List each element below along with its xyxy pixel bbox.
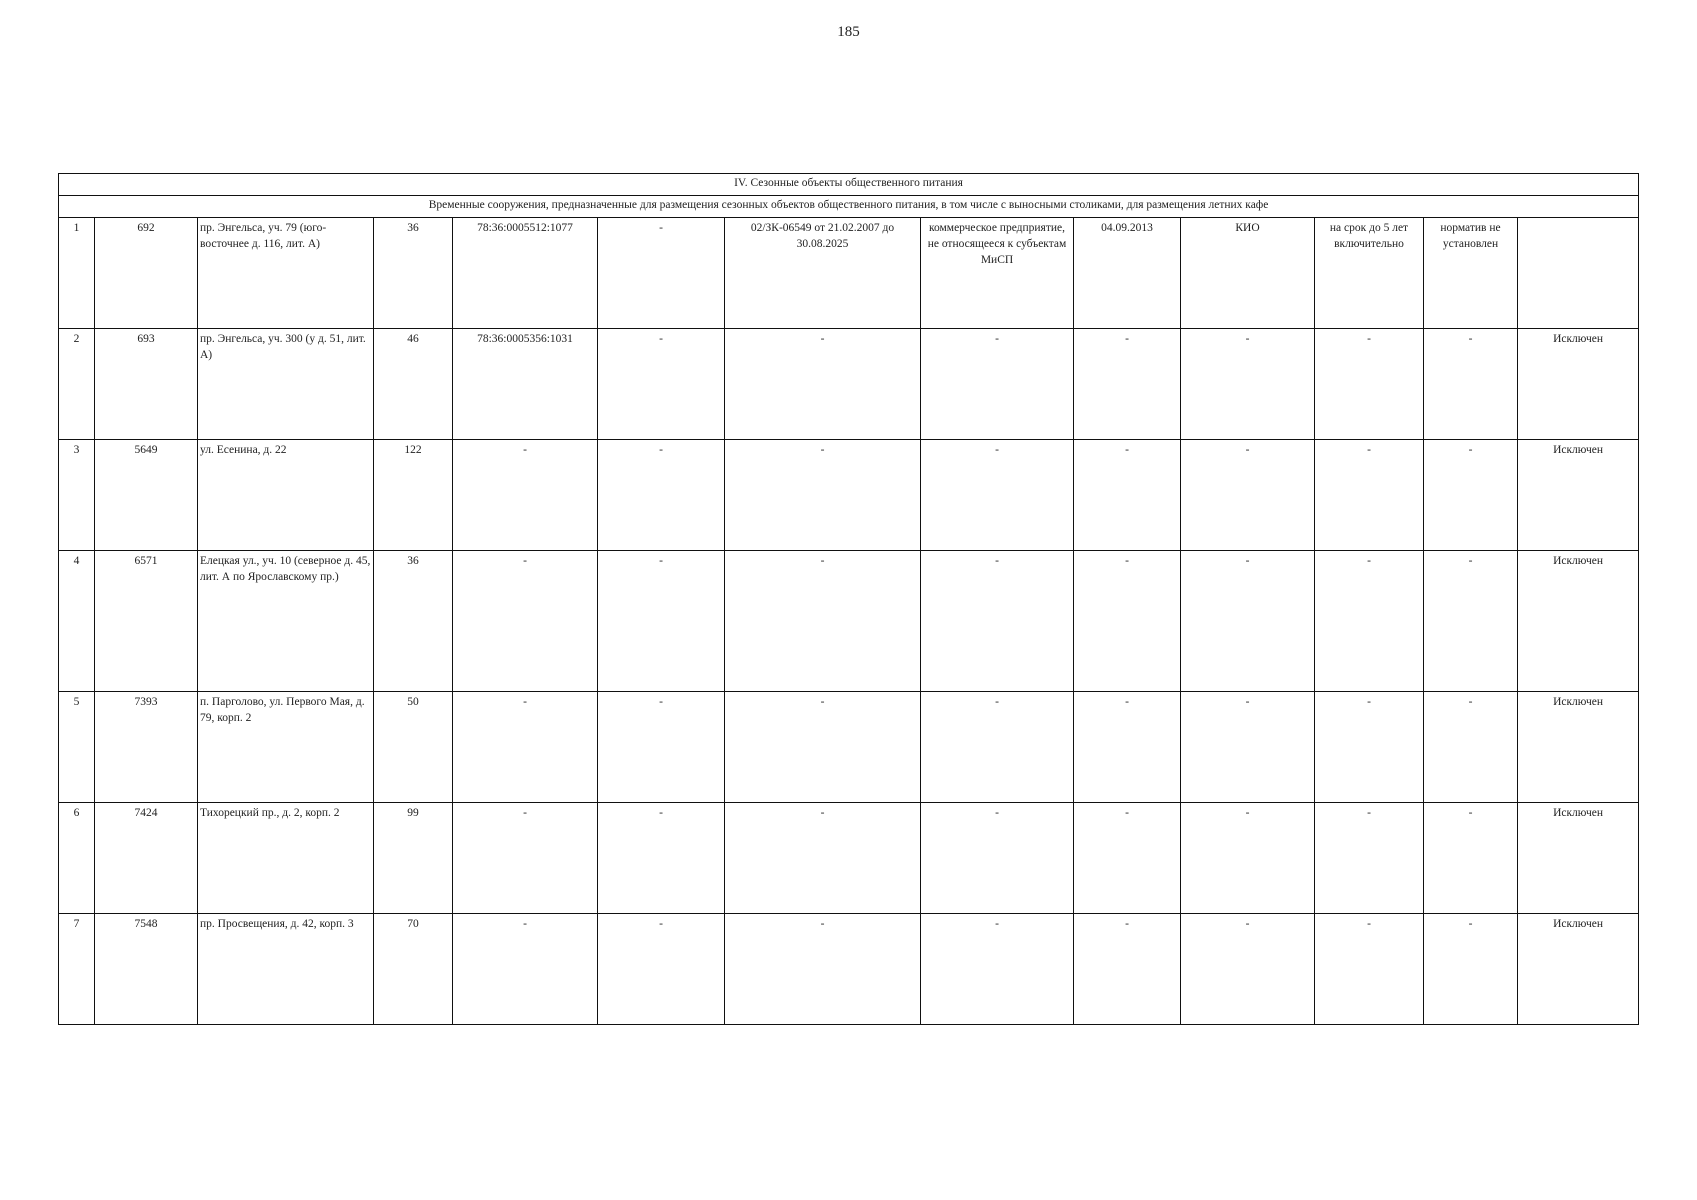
term-cell: - xyxy=(1315,329,1424,440)
object-id-cell: 5649 xyxy=(95,440,198,551)
row-number-cell: 4 xyxy=(59,551,95,692)
status-cell: Исключен xyxy=(1518,692,1639,803)
address-cell: п. Парголово, ул. Первого Мая, д. 79, корп. 2 xyxy=(198,692,374,803)
table-row xyxy=(59,440,1639,551)
norm-cell: - xyxy=(1424,551,1518,692)
contract-cell: 02/ЗК-06549 от 21.02.2007 до 30.08.2025 xyxy=(725,218,921,329)
cadastral-number-cell: 78:36:0005356:1031 xyxy=(453,329,598,440)
object-id-cell: 7393 xyxy=(95,692,198,803)
object-id-cell: 693 xyxy=(95,329,198,440)
area-cell: 99 xyxy=(374,803,453,914)
cadastral-number-cell: 78:36:0005512:1077 xyxy=(453,218,598,329)
area-cell: 46 xyxy=(374,329,453,440)
norm-cell: норматив не установлен xyxy=(1424,218,1518,329)
date-cell: - xyxy=(1074,692,1181,803)
object-id-cell: 7548 xyxy=(95,914,198,1025)
term-cell: - xyxy=(1315,803,1424,914)
area-cell: 70 xyxy=(374,914,453,1025)
term-cell: - xyxy=(1315,914,1424,1025)
row-number-cell: 2 xyxy=(59,329,95,440)
term-cell: - xyxy=(1315,551,1424,692)
date-cell: 04.09.2013 xyxy=(1074,218,1181,329)
status-cell: Исключен xyxy=(1518,914,1639,1025)
term-cell: на срок до 5 лет включительно xyxy=(1315,218,1424,329)
contract-cell: - xyxy=(725,551,921,692)
area-cell: 36 xyxy=(374,551,453,692)
address-cell: пр. Энгельса, уч. 79 (юго-восточнее д. 116, лит. А) xyxy=(198,218,374,329)
norm-cell: - xyxy=(1424,440,1518,551)
object-id-cell: 7424 xyxy=(95,803,198,914)
business-subject-cell: - xyxy=(921,803,1074,914)
date-cell: - xyxy=(1074,329,1181,440)
section-title: IV. Сезонные объекты общественного питания xyxy=(59,174,1639,196)
row-number-cell: 6 xyxy=(59,803,95,914)
object-id-cell: 6571 xyxy=(95,551,198,692)
term-cell: - xyxy=(1315,440,1424,551)
table-row xyxy=(59,218,1639,329)
business-subject-cell: - xyxy=(921,551,1074,692)
contract-cell: - xyxy=(725,914,921,1025)
business-subject-cell: коммерческое предприятие, не относящееся к субъектам МиСП xyxy=(921,218,1074,329)
date-cell: - xyxy=(1074,803,1181,914)
row-number-cell: 1 xyxy=(59,218,95,329)
table-row xyxy=(59,914,1639,1025)
status-cell: Исключен xyxy=(1518,803,1639,914)
column-6-cell: - xyxy=(598,218,725,329)
table-row xyxy=(59,329,1639,440)
column-6-cell: - xyxy=(598,914,725,1025)
business-subject-cell: - xyxy=(921,914,1074,1025)
date-cell: - xyxy=(1074,440,1181,551)
organization-cell: - xyxy=(1181,914,1315,1025)
area-cell: 36 xyxy=(374,218,453,329)
row-number-cell: 5 xyxy=(59,692,95,803)
organization-cell: - xyxy=(1181,551,1315,692)
business-subject-cell: - xyxy=(921,440,1074,551)
table-row xyxy=(59,692,1639,803)
organization-cell: - xyxy=(1181,803,1315,914)
column-6-cell: - xyxy=(598,440,725,551)
contract-cell: - xyxy=(725,440,921,551)
business-subject-cell: - xyxy=(921,692,1074,803)
area-cell: 122 xyxy=(374,440,453,551)
page-number: 185 xyxy=(837,24,860,40)
business-subject-cell: - xyxy=(921,329,1074,440)
cadastral-number-cell: - xyxy=(453,440,598,551)
cadastral-number-cell: - xyxy=(453,914,598,1025)
area-cell: 50 xyxy=(374,692,453,803)
norm-cell: - xyxy=(1424,914,1518,1025)
subsection-title: Временные сооружения, предназначенные для размещения сезонных объектов общественного питания, в том числе с выносными столиками, для размещения летних кафе xyxy=(59,196,1639,218)
cadastral-number-cell: - xyxy=(453,692,598,803)
status-cell: Исключен xyxy=(1518,551,1639,692)
organization-cell: - xyxy=(1181,440,1315,551)
column-6-cell: - xyxy=(598,551,725,692)
column-6-cell: - xyxy=(598,329,725,440)
address-cell: Елецкая ул., уч. 10 (северное д. 45, лит. А по Ярославскому пр.) xyxy=(198,551,374,692)
organization-cell: - xyxy=(1181,692,1315,803)
column-6-cell: - xyxy=(598,803,725,914)
contract-cell: - xyxy=(725,803,921,914)
organization-cell: - xyxy=(1181,329,1315,440)
address-cell: пр. Просвещения, д. 42, корп. 3 xyxy=(198,914,374,1025)
organization-cell: КИО xyxy=(1181,218,1315,329)
row-number-cell: 7 xyxy=(59,914,95,1025)
term-cell: - xyxy=(1315,692,1424,803)
address-cell: ул. Есенина, д. 22 xyxy=(198,440,374,551)
norm-cell: - xyxy=(1424,329,1518,440)
cadastral-number-cell: - xyxy=(453,803,598,914)
cadastral-number-cell: - xyxy=(453,551,598,692)
contract-cell: - xyxy=(725,329,921,440)
address-cell: Тихорецкий пр., д. 2, корп. 2 xyxy=(198,803,374,914)
norm-cell: - xyxy=(1424,692,1518,803)
status-cell: Исключен xyxy=(1518,329,1639,440)
address-cell: пр. Энгельса, уч. 300 (у д. 51, лит. А) xyxy=(198,329,374,440)
norm-cell: - xyxy=(1424,803,1518,914)
status-cell: Исключен xyxy=(1518,440,1639,551)
status-cell xyxy=(1518,218,1639,329)
object-id-cell: 692 xyxy=(95,218,198,329)
column-6-cell: - xyxy=(598,692,725,803)
contract-cell: - xyxy=(725,692,921,803)
table-row xyxy=(59,803,1639,914)
table-row xyxy=(59,551,1639,692)
row-number-cell: 3 xyxy=(59,440,95,551)
date-cell: - xyxy=(1074,914,1181,1025)
register-table xyxy=(58,173,1639,1025)
date-cell: - xyxy=(1074,551,1181,692)
